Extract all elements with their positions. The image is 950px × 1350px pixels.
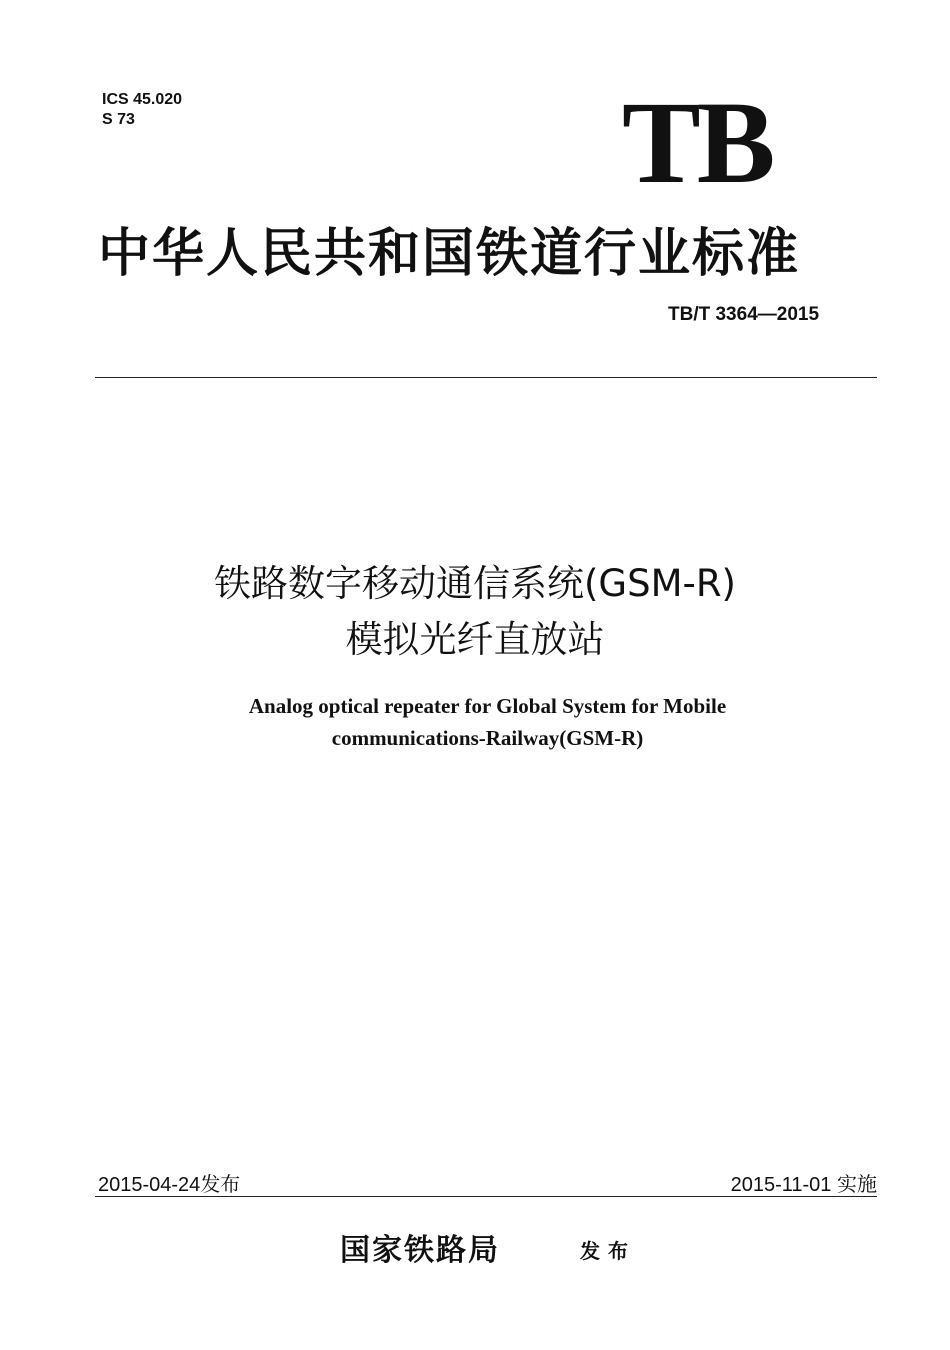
top-divider	[95, 377, 877, 378]
title-english	[0, 690, 950, 754]
implement-date-group	[731, 1168, 877, 1197]
dates-row	[98, 1168, 877, 1196]
publish-date: 2015-04-24	[98, 1174, 201, 1196]
implement-date: 2015-11-01	[730, 1174, 832, 1196]
classification-codes	[102, 90, 182, 130]
implement-label: 实施	[837, 1174, 877, 1196]
publish-date-group	[98, 1168, 240, 1197]
standard-number: TB/T 3364—2015	[668, 304, 820, 325]
issuer-name: 国家铁路局	[340, 1233, 500, 1268]
title-english-line1: Analog optical repeater for Global System for Mobile	[248, 694, 727, 718]
title-chinese	[0, 556, 950, 668]
title-chinese-line1: 铁路数字移动通信系统(GSM-R)	[213, 562, 736, 605]
tb-logo: TB	[622, 77, 772, 208]
issuer-verb: 发布	[580, 1239, 636, 1263]
ics-code: ICS 45.020	[102, 91, 183, 108]
publish-label: 发布	[200, 1174, 241, 1196]
ccs-code: S 73	[102, 111, 135, 128]
standard-type: 中华人民共和国铁道行业标准	[98, 223, 801, 284]
title-chinese-line2: 模拟光纤直放站	[345, 618, 605, 661]
bottom-divider	[95, 1196, 877, 1197]
title-english-line2: communications-Railway(GSM-R)	[331, 726, 644, 750]
